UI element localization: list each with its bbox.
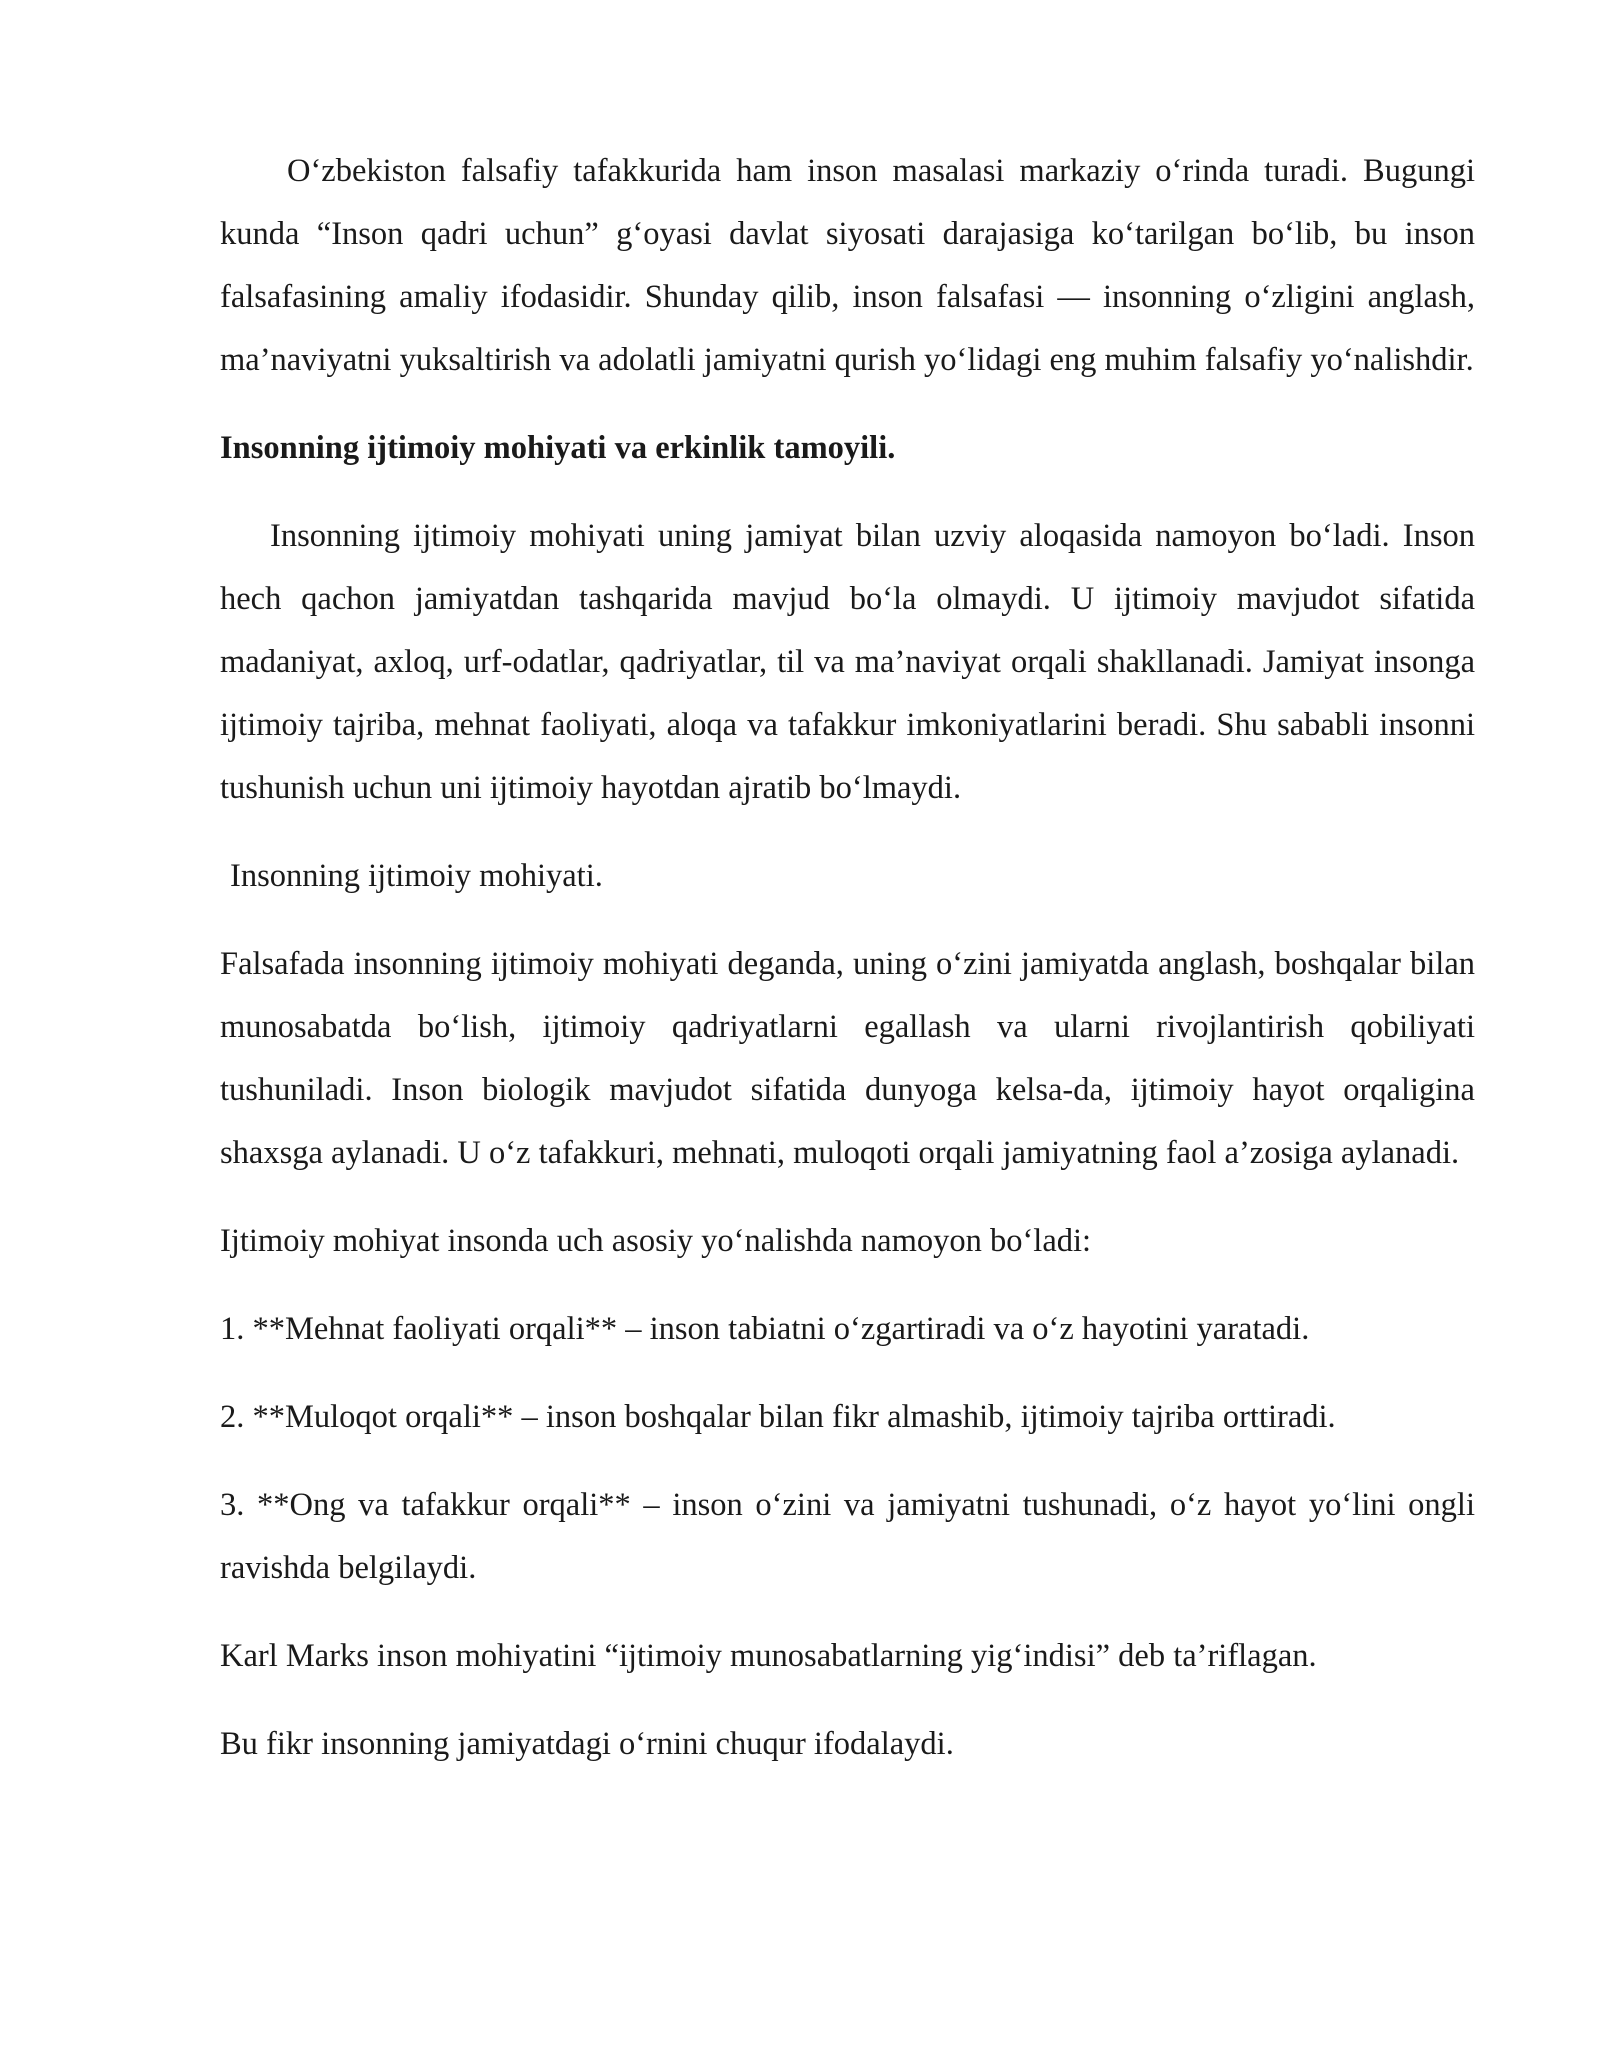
paragraph-philosophy-definition: Falsafada insonning ijtimoiy mohiyati deganda, uning o‘zini jamiyatda anglash, boshqalar bilan munosabatda bo‘lish, ijtimoiy qadriyatlarni egallash va ularni rivojlantirish qobiliyati tushuniladi. Inson biologik mavjudot sifatida dunyoga kelsa-da, ijtimoiy hayot orqaligina shaxsga aylanadi. U o‘z tafakkuri, mehnati, muloqoti orqali jamiyatning faol a’zosiga aylanadi.	[220, 946, 1475, 1171]
list-item: 3. **Ong va tafakkur orqali** – inson o‘zini va jamiyatni tushunadi, o‘z hayot yo‘lini ongli ravishda belgilaydi.	[220, 1487, 1475, 1586]
document-body	[220, 140, 1475, 1801]
list-item: 2. **Muloqot orqali** – inson boshqalar bilan fikr almashib, ijtimoiy tajriba orttiradi.	[220, 1399, 1336, 1435]
paragraph-social-essence: Insonning ijtimoiy mohiyati uning jamiyat bilan uzviy aloqasida namoyon bo‘ladi. Inson hech qachon jamiyatdan tashqarida mavjud bo‘la olmaydi. U ijtimoiy mavjudot sifatida madaniyat, axloq, urf-odatlar, qadriyatlar, til va ma’naviyat orqali shakllanadi. Jamiyat insonga ijtimoiy tajriba, mehnat faoliyati, aloqa va tafakkur imkoniyatlarini beradi. Shu sababli insonni tushunish uchun uni ijtimoiy hayotdan ajratib bo‘lmaydi.	[220, 518, 1475, 806]
paragraph-marx-quote: Karl Marks inson mohiyatini “ijtimoiy munosabatlarning yig‘indisi” deb ta’riflagan.	[220, 1638, 1317, 1674]
paragraph-intro: O‘zbekiston falsafiy tafakkurida ham inson masalasi markaziy o‘rinda turadi. Bugungi kunda “Inson qadri uchun” g‘oyasi davlat siyosati darajasiga ko‘tarilgan bo‘lib, bu inson falsafasining amaliy ifodasidir. Shunday qilib, inson falsafasi — insonning o‘zligini anglash, ma’naviyatni yuksaltirish va adolatli jamiyatni qurish yo‘lidagi eng muhim falsafiy yo‘nalishdir.	[220, 153, 1475, 378]
subheading: Insonning ijtimoiy mohiyati.	[230, 858, 603, 894]
paragraph-conclusion: Bu fikr insonning jamiyatdagi o‘rnini chuqur ifodalaydi.	[220, 1726, 954, 1762]
list-item: 1. **Mehnat faoliyati orqali** – inson tabiatni o‘zgartiradi va o‘z hayotini yaratadi.	[220, 1311, 1310, 1347]
section-heading: Insonning ijtimoiy mohiyati va erkinlik tamoyili.	[220, 430, 896, 466]
paragraph-three-directions: Ijtimoiy mohiyat insonda uch asosiy yo‘nalishda namoyon bo‘ladi:	[220, 1223, 1092, 1259]
